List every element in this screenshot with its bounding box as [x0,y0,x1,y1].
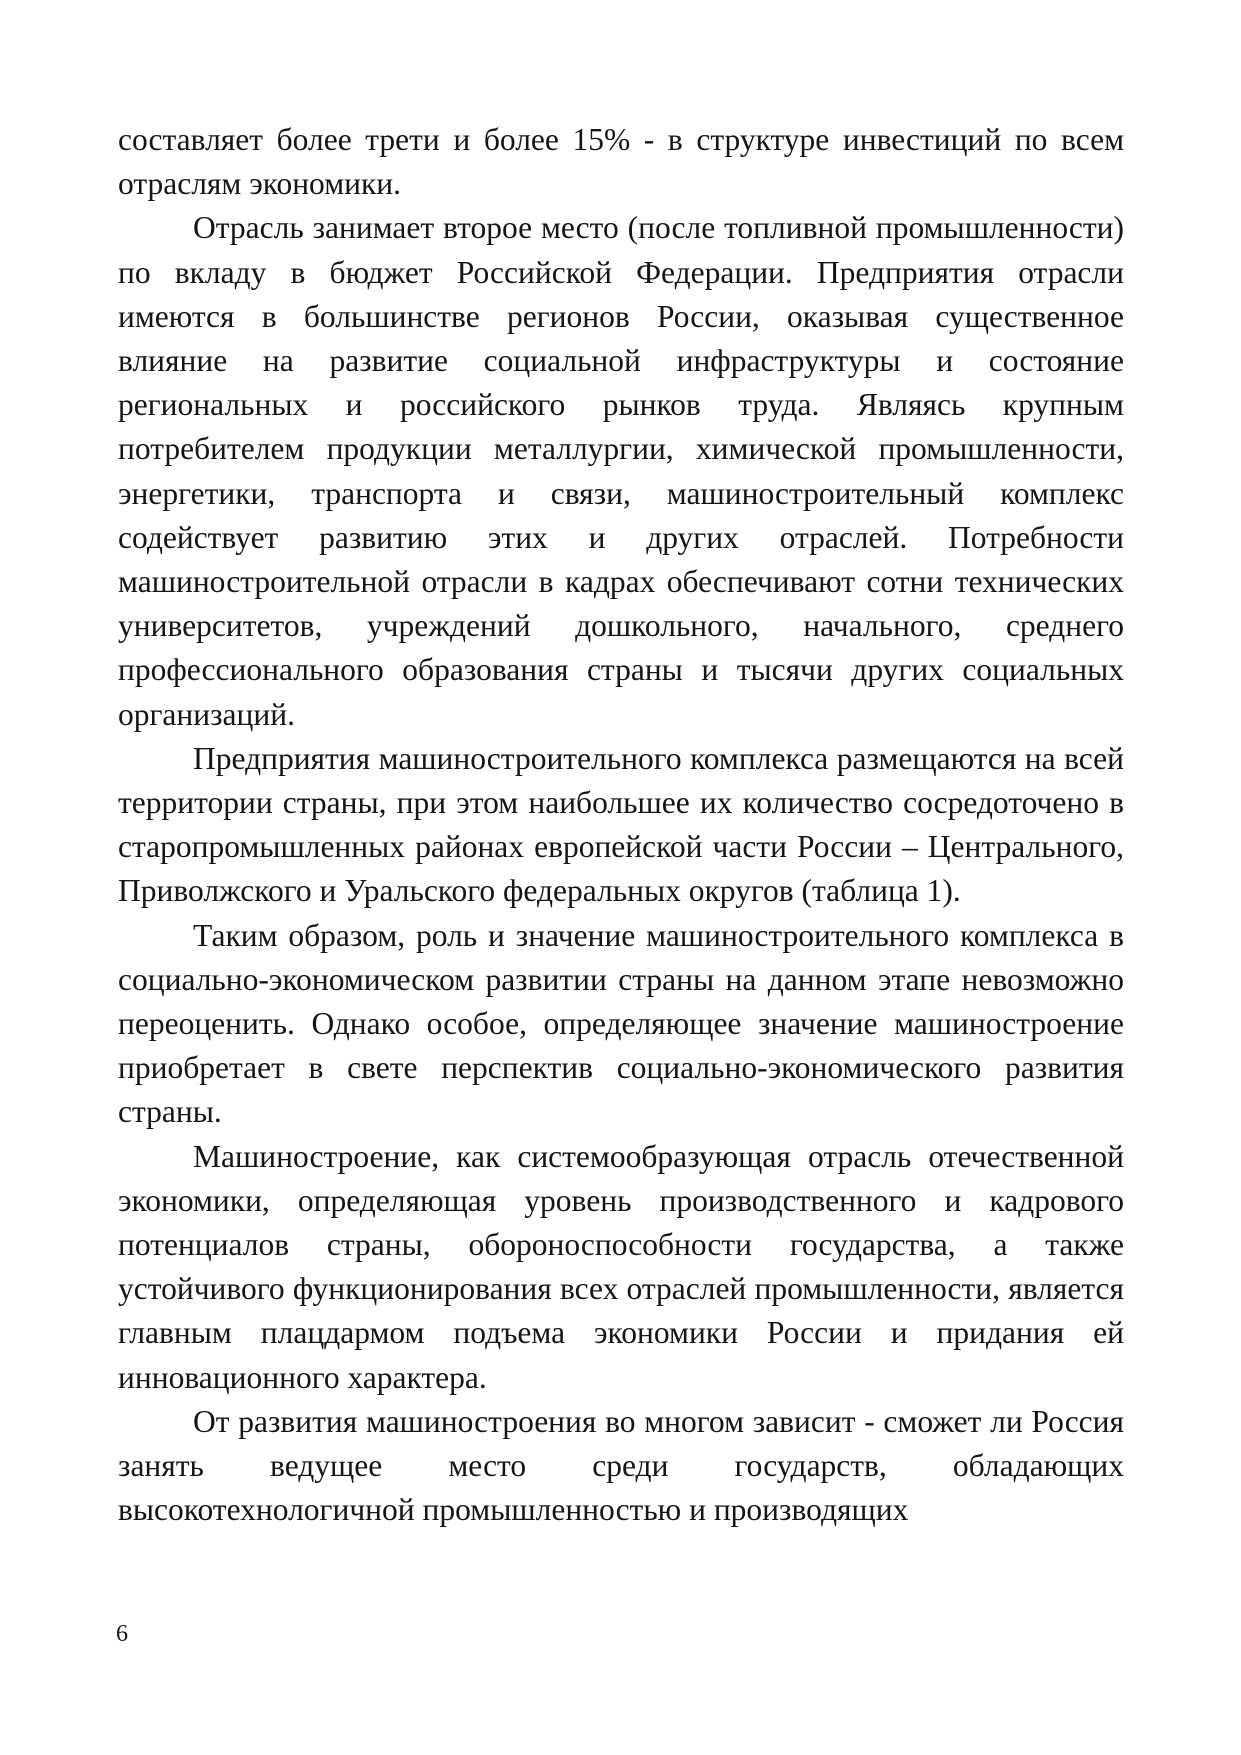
paragraph-continuation: составляет более трети и более 15% - в структуре инвестиций по всем отраслям экономики. [118,122,1124,202]
page-number: 6 [116,1621,128,1647]
paragraph-enterprise-location: Предприятия машиностроительного комплекса размещаются на всей территории страны, при этом наибольшее их количество сосредоточено в старопромышленных районах европейской части России – Центрального, Приволжского и Уральского федеральных округов (таблица 1). [118,740,1124,909]
paragraph-development-future: От развития машиностроения во многом зависит - сможет ли Россия занять ведущее место среди государств, обладающих высокотехнологичной промышленностью и производящих [118,1403,1124,1528]
paragraph-role-significance: Таким образом, роль и значение машиностроительного комплекса в социально-экономическом развитии страны на данном этапе невозможно переоценить. Однако особое, определяющее значение машиностроение приобретает в свете перспектив социально-экономического развития страны. [118,917,1124,1130]
body-text [118,118,1124,1533]
paragraph-system-forming: Машиностроение, как системообразующая отрасль отечественной экономики, определяющая уровень производственного и кадрового потенциалов страны, обороноспособности государства, а также устойчивого функционирования всех отраслей промышленности, является главным плацдармом подъема экономики России и придания ей инновационного характера. [118,1138,1124,1395]
paragraph-industry-budget: Отрасль занимает второе место (после топливной промышленности) по вкладу в бюджет Российской Федерации. Предприятия отрасли имеются в большинстве регионов России, оказывая существенное влияние на развитие социальной инфраструктуры и состояние региональных и российского рынков труда. Являясь крупным потребителем продукции металлургии, химической промышленности, энергетики, транспорта и связи, машиностроительный комплекс содействует развитию этих и других отраслей. Потребности машиностроительной отрасли в кадрах обеспечивают сотни технических университетов, учреждений дошкольного, начального, среднего профессионального образования страны и тысячи других социальных организаций. [118,210,1124,732]
